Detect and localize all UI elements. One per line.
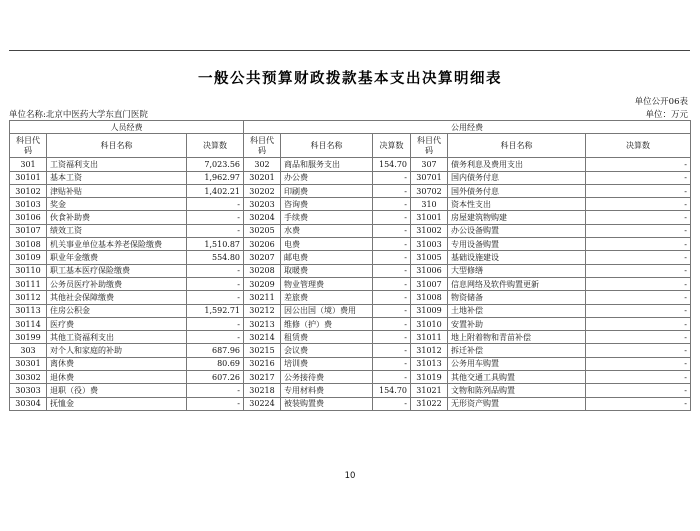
subject-code: 31011 bbox=[411, 331, 448, 344]
subject-name: 住房公积金 bbox=[47, 304, 187, 317]
table-row bbox=[10, 277, 691, 290]
subject-code: 31008 bbox=[411, 291, 448, 304]
subject-code: 30701 bbox=[411, 171, 448, 184]
table-row bbox=[10, 224, 691, 237]
amount: 80.69 bbox=[187, 357, 244, 370]
amount: - bbox=[586, 198, 691, 211]
subject-name: 职业年金缴费 bbox=[47, 251, 187, 264]
subject-name: 会议费 bbox=[281, 344, 373, 357]
subject-code: 30209 bbox=[244, 277, 281, 290]
subject-code: 31021 bbox=[411, 384, 448, 397]
amount: - bbox=[586, 291, 691, 304]
column-header-row bbox=[10, 134, 691, 158]
subject-name: 租赁费 bbox=[281, 331, 373, 344]
subject-name: 公务用车购置 bbox=[448, 357, 586, 370]
subject-name: 职工基本医疗保险缴费 bbox=[47, 264, 187, 277]
subject-code: 310 bbox=[411, 198, 448, 211]
amount: - bbox=[373, 251, 411, 264]
subject-name: 其他工资福利支出 bbox=[47, 331, 187, 344]
subject-code: 30107 bbox=[10, 224, 47, 237]
subject-name: 公务员医疗补助缴费 bbox=[47, 277, 187, 290]
subject-code: 307 bbox=[411, 158, 448, 171]
amount: - bbox=[187, 384, 244, 397]
amount: - bbox=[187, 331, 244, 344]
subject-code: 30208 bbox=[244, 264, 281, 277]
subject-code: 30304 bbox=[10, 397, 47, 410]
amount: - bbox=[586, 158, 691, 171]
table-row bbox=[10, 291, 691, 304]
table-row bbox=[10, 357, 691, 370]
subject-code: 30108 bbox=[10, 238, 47, 251]
subject-name: 离休费 bbox=[47, 357, 187, 370]
subject-code: 301 bbox=[10, 158, 47, 171]
subject-name: 国外债务付息 bbox=[448, 184, 586, 197]
subject-code: 31002 bbox=[411, 224, 448, 237]
amount: - bbox=[586, 171, 691, 184]
subject-code: 31009 bbox=[411, 304, 448, 317]
subject-name: 土地补偿 bbox=[448, 304, 586, 317]
subject-name: 大型修缮 bbox=[448, 264, 586, 277]
subject-name: 印刷费 bbox=[281, 184, 373, 197]
amount: - bbox=[373, 371, 411, 384]
amount: - bbox=[373, 184, 411, 197]
subject-name: 对个人和家庭的补助 bbox=[47, 344, 187, 357]
subject-code: 30101 bbox=[10, 171, 47, 184]
subject-code: 302 bbox=[244, 158, 281, 171]
subject-code: 30212 bbox=[244, 304, 281, 317]
subject-name: 物资储备 bbox=[448, 291, 586, 304]
amount: - bbox=[373, 291, 411, 304]
subject-code: 30201 bbox=[244, 171, 281, 184]
subject-code: 30218 bbox=[244, 384, 281, 397]
subject-code: 30216 bbox=[244, 357, 281, 370]
report-title: 一般公共预算财政拨款基本支出决算明细表 bbox=[198, 71, 502, 87]
subject-name: 邮电费 bbox=[281, 251, 373, 264]
amount: - bbox=[586, 277, 691, 290]
subject-code: 30110 bbox=[10, 264, 47, 277]
amount: - bbox=[586, 344, 691, 357]
subject-code: 31013 bbox=[411, 357, 448, 370]
amount: 1,402.21 bbox=[187, 184, 244, 197]
subject-code: 30302 bbox=[10, 371, 47, 384]
subject-name: 医疗费 bbox=[47, 317, 187, 330]
subject-name: 其他社会保障缴费 bbox=[47, 291, 187, 304]
amount: 607.26 bbox=[187, 371, 244, 384]
subject-name: 房屋建筑物购建 bbox=[448, 211, 586, 224]
amount: 1,962.97 bbox=[187, 171, 244, 184]
subject-name: 基本工资 bbox=[47, 171, 187, 184]
amount: - bbox=[586, 184, 691, 197]
subject-name: 拆迁补偿 bbox=[448, 344, 586, 357]
amount: 1,510.87 bbox=[187, 238, 244, 251]
subject-code: 31005 bbox=[411, 251, 448, 264]
amount: - bbox=[586, 357, 691, 370]
amount: - bbox=[373, 264, 411, 277]
subject-code: 30206 bbox=[244, 238, 281, 251]
subject-code: 30702 bbox=[411, 184, 448, 197]
col-header-amount: 决算数 bbox=[187, 134, 244, 158]
amount: 1,592.71 bbox=[187, 304, 244, 317]
subject-code: 31012 bbox=[411, 344, 448, 357]
subject-code: 30111 bbox=[10, 277, 47, 290]
amount: - bbox=[586, 264, 691, 277]
subject-code: 30303 bbox=[10, 384, 47, 397]
subject-name: 债务利息及费用支出 bbox=[448, 158, 586, 171]
amount: - bbox=[586, 317, 691, 330]
table-row bbox=[10, 238, 691, 251]
subject-name: 退休费 bbox=[47, 371, 187, 384]
subject-code: 30211 bbox=[244, 291, 281, 304]
subject-name: 物业管理费 bbox=[281, 277, 373, 290]
subject-code: 31019 bbox=[411, 371, 448, 384]
col-header-amount: 决算数 bbox=[586, 134, 691, 158]
section-public: 公用经费 bbox=[244, 121, 691, 134]
subject-code: 31003 bbox=[411, 238, 448, 251]
subject-name: 办公费 bbox=[281, 171, 373, 184]
amount: - bbox=[187, 198, 244, 211]
col-header-name: 科目名称 bbox=[47, 134, 187, 158]
table-row bbox=[10, 158, 691, 171]
table-row bbox=[10, 211, 691, 224]
amount: - bbox=[373, 171, 411, 184]
subject-code: 30224 bbox=[244, 397, 281, 410]
amount: - bbox=[373, 211, 411, 224]
subject-code: 30207 bbox=[244, 251, 281, 264]
subject-name: 咨询费 bbox=[281, 198, 373, 211]
subject-name: 资本性支出 bbox=[448, 198, 586, 211]
subject-name: 公务接待费 bbox=[281, 371, 373, 384]
subject-name: 绩效工资 bbox=[47, 224, 187, 237]
subject-code: 30214 bbox=[244, 331, 281, 344]
col-header-code: 科目代码 bbox=[10, 134, 47, 158]
subject-name: 商品和服务支出 bbox=[281, 158, 373, 171]
subject-name: 培训费 bbox=[281, 357, 373, 370]
table-row bbox=[10, 171, 691, 184]
amount: - bbox=[373, 238, 411, 251]
amount: - bbox=[373, 317, 411, 330]
subject-code: 31006 bbox=[411, 264, 448, 277]
subject-code: 30202 bbox=[244, 184, 281, 197]
amount: - bbox=[586, 331, 691, 344]
subject-name: 其他交通工具购置 bbox=[448, 371, 586, 384]
amount: - bbox=[187, 291, 244, 304]
amount: - bbox=[373, 198, 411, 211]
amount: - bbox=[586, 238, 691, 251]
table-row bbox=[10, 397, 691, 410]
table-row bbox=[10, 198, 691, 211]
subject-name: 电费 bbox=[281, 238, 373, 251]
subject-name: 维修（护）费 bbox=[281, 317, 373, 330]
amount: - bbox=[373, 331, 411, 344]
subject-code: 30205 bbox=[244, 224, 281, 237]
amount: - bbox=[373, 304, 411, 317]
subject-code: 30215 bbox=[244, 344, 281, 357]
table-row bbox=[10, 331, 691, 344]
subject-name: 国内债务付息 bbox=[448, 171, 586, 184]
subject-name: 地上附着物和青苗补偿 bbox=[448, 331, 586, 344]
amount: - bbox=[586, 224, 691, 237]
amount: - bbox=[586, 211, 691, 224]
table-row bbox=[10, 184, 691, 197]
subject-name: 专用设备购置 bbox=[448, 238, 586, 251]
col-header-code: 科目代码 bbox=[411, 134, 448, 158]
col-header-name: 科目名称 bbox=[281, 134, 373, 158]
table-row bbox=[10, 264, 691, 277]
subject-code: 30114 bbox=[10, 317, 47, 330]
table-row bbox=[10, 251, 691, 264]
amount: 154.70 bbox=[373, 384, 411, 397]
unit-name: 单位名称:北京中医药大学东直门医院 bbox=[9, 110, 148, 120]
subject-name: 工资福利支出 bbox=[47, 158, 187, 171]
subject-name: 办公设备购置 bbox=[448, 224, 586, 237]
expenditure-table bbox=[9, 120, 691, 411]
section-header-row bbox=[10, 121, 691, 134]
subject-code: 30204 bbox=[244, 211, 281, 224]
table-row bbox=[10, 384, 691, 397]
subject-name: 津贴补贴 bbox=[47, 184, 187, 197]
col-header-code: 科目代码 bbox=[244, 134, 281, 158]
subject-name: 机关事业单位基本养老保险缴费 bbox=[47, 238, 187, 251]
amount: - bbox=[373, 357, 411, 370]
subject-name: 基础设施建设 bbox=[448, 251, 586, 264]
amount: - bbox=[187, 317, 244, 330]
subject-name: 取暖费 bbox=[281, 264, 373, 277]
subject-code: 30217 bbox=[244, 371, 281, 384]
top-rule bbox=[9, 50, 690, 51]
subject-code: 30301 bbox=[10, 357, 47, 370]
amount: - bbox=[187, 211, 244, 224]
amount: 687.96 bbox=[187, 344, 244, 357]
amount: - bbox=[187, 397, 244, 410]
subject-name: 伙食补助费 bbox=[47, 211, 187, 224]
col-header-amount: 决算数 bbox=[373, 134, 411, 158]
subject-name: 因公出国（境）费用 bbox=[281, 304, 373, 317]
subject-name: 抚恤金 bbox=[47, 397, 187, 410]
subject-code: 30109 bbox=[10, 251, 47, 264]
subject-name: 安置补助 bbox=[448, 317, 586, 330]
subject-name: 水费 bbox=[281, 224, 373, 237]
subject-name: 手续费 bbox=[281, 211, 373, 224]
subject-name: 专用材料费 bbox=[281, 384, 373, 397]
amount: - bbox=[586, 371, 691, 384]
amount: - bbox=[586, 251, 691, 264]
subject-code: 31010 bbox=[411, 317, 448, 330]
amount: - bbox=[373, 344, 411, 357]
subject-code: 31022 bbox=[411, 397, 448, 410]
subject-code: 30213 bbox=[244, 317, 281, 330]
subject-name: 奖金 bbox=[47, 198, 187, 211]
amount: 7,023.56 bbox=[187, 158, 244, 171]
section-personnel: 人员经费 bbox=[10, 121, 244, 134]
subject-code: 30112 bbox=[10, 291, 47, 304]
table-row bbox=[10, 317, 691, 330]
subject-code: 30199 bbox=[10, 331, 47, 344]
amount: - bbox=[187, 224, 244, 237]
subject-code: 30103 bbox=[10, 198, 47, 211]
amount: - bbox=[187, 264, 244, 277]
col-header-name: 科目名称 bbox=[448, 134, 586, 158]
subject-name: 文物和陈列品购置 bbox=[448, 384, 586, 397]
subject-code: 31001 bbox=[411, 211, 448, 224]
subject-code: 30113 bbox=[10, 304, 47, 317]
subject-code: 30102 bbox=[10, 184, 47, 197]
subject-code: 30106 bbox=[10, 211, 47, 224]
amount: 154.70 bbox=[373, 158, 411, 171]
subject-name: 无形资产购置 bbox=[448, 397, 586, 410]
currency-unit: 单位：万元 bbox=[645, 110, 688, 120]
amount: - bbox=[373, 277, 411, 290]
subject-code: 303 bbox=[10, 344, 47, 357]
table-row bbox=[10, 304, 691, 317]
amount: - bbox=[586, 397, 691, 410]
page-number: 10 bbox=[344, 471, 356, 481]
amount: - bbox=[586, 304, 691, 317]
subject-name: 退职（役）费 bbox=[47, 384, 187, 397]
subject-name: 被装购置费 bbox=[281, 397, 373, 410]
table-row bbox=[10, 371, 691, 384]
table-code: 单位公开06表 bbox=[634, 97, 688, 107]
subject-code: 31007 bbox=[411, 277, 448, 290]
amount: - bbox=[373, 224, 411, 237]
amount: - bbox=[187, 277, 244, 290]
amount: - bbox=[373, 397, 411, 410]
subject-name: 信息网络及软件购置更新 bbox=[448, 277, 586, 290]
subject-name: 差旅费 bbox=[281, 291, 373, 304]
amount: - bbox=[586, 384, 691, 397]
table-row bbox=[10, 344, 691, 357]
subject-code: 30203 bbox=[244, 198, 281, 211]
amount: 554.80 bbox=[187, 251, 244, 264]
